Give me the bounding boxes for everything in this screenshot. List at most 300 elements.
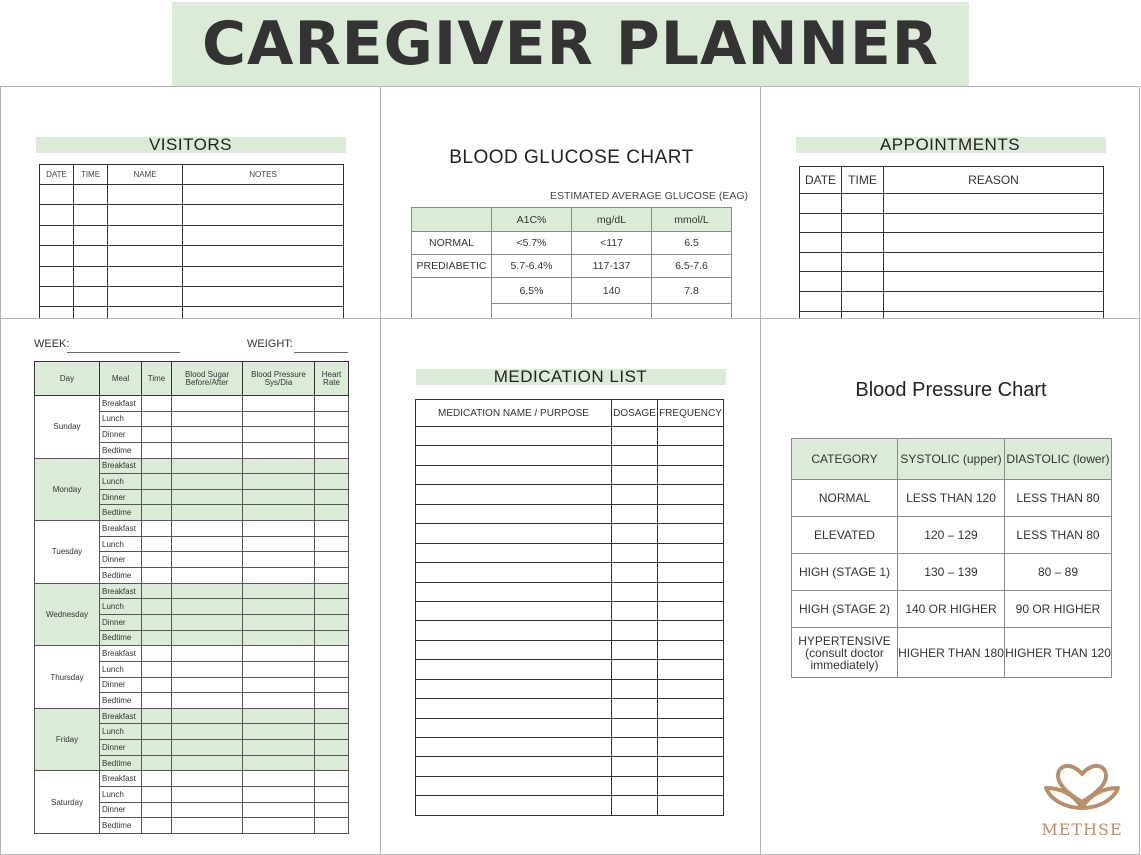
tracker-entry-cell[interactable]: [142, 427, 172, 443]
tracker-day-cell: Wednesday: [35, 583, 100, 646]
tracker-entry-cell[interactable]: [315, 646, 349, 662]
appointments-cell[interactable]: [800, 252, 842, 272]
week-label: WEEK:: [34, 338, 70, 350]
medication-cell[interactable]: [658, 427, 724, 446]
tracker-entry-cell[interactable]: [142, 396, 172, 412]
visitors-cell[interactable]: [74, 205, 108, 225]
tracker-entry-cell[interactable]: [172, 521, 243, 537]
appointments-cell[interactable]: [800, 194, 842, 214]
tracker-entry-cell[interactable]: [142, 583, 172, 599]
tracker-entry-cell[interactable]: [172, 396, 243, 412]
medication-cell[interactable]: [416, 485, 612, 504]
tracker-meal-cell: Dinner: [100, 677, 142, 693]
tracker-entry-cell[interactable]: [142, 755, 172, 771]
medication-cell[interactable]: [416, 776, 612, 795]
visitors-cell[interactable]: [108, 266, 183, 286]
medication-cell[interactable]: [416, 621, 612, 640]
appointments-cell[interactable]: [884, 291, 1104, 311]
medication-cell[interactable]: [658, 601, 724, 620]
tracker-entry-cell[interactable]: [142, 442, 172, 458]
tracker-entry-cell[interactable]: [243, 771, 315, 787]
tracker-entry-cell[interactable]: [172, 771, 243, 787]
tracker-entry-cell[interactable]: [315, 427, 349, 443]
tracker-entry-cell[interactable]: [315, 411, 349, 427]
medication-cell[interactable]: [612, 524, 658, 543]
week-field[interactable]: [67, 352, 180, 353]
medication-cell[interactable]: [612, 582, 658, 601]
title-banner: [172, 2, 969, 86]
tracker-meal-cell: Dinner: [100, 427, 142, 443]
medication-cell[interactable]: [416, 718, 612, 737]
medication-row: [416, 679, 724, 698]
tracker-entry-cell[interactable]: [172, 693, 243, 709]
medication-cell[interactable]: [658, 640, 724, 659]
medication-cell[interactable]: [612, 757, 658, 776]
visitors-cell[interactable]: [74, 225, 108, 245]
medication-row: [416, 563, 724, 582]
visitors-cell[interactable]: [183, 266, 344, 286]
tracker-entry-cell[interactable]: [243, 521, 315, 537]
tracker-entry-cell[interactable]: [142, 552, 172, 568]
tracker-meal-cell: Breakfast: [100, 583, 142, 599]
tracker-entry-cell[interactable]: [243, 818, 315, 834]
bp-cell: LESS THAN 120: [898, 480, 1005, 517]
medication-cell[interactable]: [658, 465, 724, 484]
medication-cell[interactable]: [612, 427, 658, 446]
medication-cell[interactable]: [658, 485, 724, 504]
visitors-title: VISITORS: [148, 135, 233, 154]
medication-row: [416, 446, 724, 465]
tracker-entry-cell[interactable]: [243, 568, 315, 584]
tracker-entry-cell[interactable]: [315, 771, 349, 787]
visitors-cell[interactable]: [40, 225, 74, 245]
visitors-cell[interactable]: [108, 286, 183, 306]
medication-cell[interactable]: [612, 796, 658, 815]
medication-cell[interactable]: [658, 776, 724, 795]
tracker-entry-cell[interactable]: [243, 802, 315, 818]
tracker-entry-cell[interactable]: [172, 442, 243, 458]
tracker-entry-cell[interactable]: [172, 583, 243, 599]
tracker-entry-cell[interactable]: [142, 474, 172, 490]
medication-cell[interactable]: [416, 563, 612, 582]
medication-cell[interactable]: [612, 621, 658, 640]
tracker-entry-cell[interactable]: [172, 646, 243, 662]
tracker-row: [35, 458, 349, 474]
medication-cell[interactable]: [612, 679, 658, 698]
medication-row: [416, 427, 724, 446]
tracker-entry-cell[interactable]: [243, 396, 315, 412]
tracker-entry-cell[interactable]: [243, 614, 315, 630]
medication-cell[interactable]: [612, 504, 658, 523]
visitors-page: [0, 86, 381, 320]
tracker-entry-cell[interactable]: [315, 724, 349, 740]
visitors-cell[interactable]: [40, 266, 74, 286]
tracker-entry-cell[interactable]: [142, 536, 172, 552]
tracker-entry-cell[interactable]: [315, 552, 349, 568]
tracker-day-cell: Saturday: [35, 771, 100, 834]
tracker-entry-cell[interactable]: [243, 552, 315, 568]
appointments-cell[interactable]: [884, 272, 1104, 292]
tracker-entry-cell[interactable]: [142, 787, 172, 803]
tracker-entry-cell[interactable]: [142, 677, 172, 693]
tracker-entry-cell[interactable]: [142, 708, 172, 724]
medication-row: [416, 699, 724, 718]
medication-cell[interactable]: [416, 427, 612, 446]
visitors-col-time: TIME: [74, 165, 108, 185]
tracker-meal-cell: Lunch: [100, 661, 142, 677]
tracker-entry-cell[interactable]: [243, 427, 315, 443]
medication-cell[interactable]: [612, 640, 658, 659]
tracker-entry-cell[interactable]: [172, 505, 243, 521]
tracker-entry-cell[interactable]: [172, 458, 243, 474]
bp-col-category: CATEGORY: [792, 439, 898, 480]
medication-cell[interactable]: [658, 504, 724, 523]
bp-row: [792, 591, 1112, 628]
tracker-meal-cell: Lunch: [100, 474, 142, 490]
visitors-cell[interactable]: [40, 185, 74, 205]
tracker-meal-cell: Bedtime: [100, 693, 142, 709]
visitors-col-name: NAME: [108, 165, 183, 185]
weight-label: WEIGHT:: [247, 338, 293, 350]
tracker-entry-cell[interactable]: [172, 677, 243, 693]
tracker-col-time: Time: [142, 362, 172, 396]
visitors-table: [39, 164, 344, 328]
visitors-cell[interactable]: [40, 286, 74, 306]
tracker-entry-cell[interactable]: [315, 599, 349, 615]
tracker-entry-cell[interactable]: [243, 458, 315, 474]
tracker-entry-cell[interactable]: [243, 724, 315, 740]
bp-cell: 130 – 139: [898, 554, 1005, 591]
visitors-cell[interactable]: [74, 246, 108, 266]
visitors-cell[interactable]: [74, 185, 108, 205]
tracker-entry-cell[interactable]: [243, 677, 315, 693]
glucose-header-row: [412, 208, 732, 232]
medication-title: MEDICATION LIST: [493, 367, 648, 386]
visitors-row: [40, 286, 344, 306]
tracker-entry-cell[interactable]: [315, 458, 349, 474]
medication-cell[interactable]: [416, 543, 612, 562]
appointments-page: [760, 86, 1140, 320]
tracker-entry-cell[interactable]: [172, 427, 243, 443]
tracker-entry-cell[interactable]: [315, 802, 349, 818]
tracker-entry-cell[interactable]: [243, 693, 315, 709]
tracker-entry-cell[interactable]: [142, 771, 172, 787]
visitors-cell[interactable]: [108, 205, 183, 225]
tracker-entry-cell[interactable]: [142, 818, 172, 834]
medication-cell[interactable]: [416, 757, 612, 776]
bp-cell: ELEVATED: [792, 517, 898, 554]
tracker-entry-cell[interactable]: [243, 646, 315, 662]
medication-cell[interactable]: [612, 446, 658, 465]
tracker-entry-cell[interactable]: [172, 818, 243, 834]
tracker-entry-cell[interactable]: [172, 536, 243, 552]
tracker-entry-cell[interactable]: [243, 630, 315, 646]
tracker-col-day: Day: [35, 362, 100, 396]
medication-row: [416, 543, 724, 562]
bp-cell: LESS THAN 80: [1005, 480, 1112, 517]
medication-cell[interactable]: [658, 738, 724, 757]
tracker-meal-cell: Lunch: [100, 536, 142, 552]
blood-glucose-page: [380, 86, 761, 320]
tracker-entry-cell[interactable]: [243, 583, 315, 599]
tracker-entry-cell[interactable]: [172, 661, 243, 677]
tracker-entry-cell[interactable]: [142, 661, 172, 677]
tracker-entry-cell[interactable]: [315, 693, 349, 709]
tracker-entry-cell[interactable]: [142, 630, 172, 646]
visitors-cell[interactable]: [183, 205, 344, 225]
appointments-cell[interactable]: [884, 252, 1104, 272]
tracker-entry-cell[interactable]: [243, 661, 315, 677]
tracker-row: [35, 583, 349, 599]
bp-cell: 80 – 89: [1005, 554, 1112, 591]
tracker-day-cell: Monday: [35, 458, 100, 521]
appointments-cell[interactable]: [842, 213, 884, 233]
tracker-entry-cell[interactable]: [142, 505, 172, 521]
tracker-entry-cell[interactable]: [315, 505, 349, 521]
medication-row: [416, 485, 724, 504]
appointments-cell[interactable]: [800, 291, 842, 311]
tracker-entry-cell[interactable]: [243, 411, 315, 427]
tracker-entry-cell[interactable]: [142, 521, 172, 537]
glucose-row: [412, 255, 732, 278]
tracker-meal-cell: Dinner: [100, 614, 142, 630]
appointments-cell[interactable]: [800, 233, 842, 253]
medication-cell[interactable]: [612, 776, 658, 795]
appointments-cell[interactable]: [842, 252, 884, 272]
appointments-cell[interactable]: [884, 194, 1104, 214]
tracker-entry-cell[interactable]: [172, 614, 243, 630]
tracker-meal-cell: Bedtime: [100, 630, 142, 646]
appointments-cell[interactable]: [842, 291, 884, 311]
medication-cell[interactable]: [416, 465, 612, 484]
tracker-meal-cell: Bedtime: [100, 505, 142, 521]
tracker-entry-cell[interactable]: [315, 661, 349, 677]
appointments-col-date: DATE: [800, 167, 842, 194]
tracker-entry-cell[interactable]: [243, 708, 315, 724]
tracker-entry-cell[interactable]: [243, 489, 315, 505]
medication-cell[interactable]: [416, 446, 612, 465]
tracker-entry-cell[interactable]: [243, 505, 315, 521]
appointments-cell[interactable]: [842, 272, 884, 292]
medication-cell[interactable]: [658, 660, 724, 679]
glucose-cell: 5.7-6.4%: [492, 255, 572, 278]
medication-cell[interactable]: [658, 446, 724, 465]
visitors-cell[interactable]: [108, 225, 183, 245]
tracker-entry-cell[interactable]: [172, 724, 243, 740]
tracker-col-blood-pressure: Blood Pressure Sys/Dia: [243, 362, 315, 396]
tracker-entry-cell[interactable]: [315, 536, 349, 552]
tracker-entry-cell[interactable]: [172, 474, 243, 490]
medication-cell[interactable]: [612, 485, 658, 504]
tracker-entry-cell[interactable]: [142, 599, 172, 615]
medication-cell[interactable]: [658, 796, 724, 815]
medication-cell[interactable]: [416, 601, 612, 620]
visitors-row: [40, 246, 344, 266]
medication-cell[interactable]: [612, 601, 658, 620]
visitors-cell[interactable]: [40, 246, 74, 266]
medication-col-name: MEDICATION NAME / PURPOSE: [416, 400, 612, 427]
appointments-row: [800, 272, 1104, 292]
tracker-day-cell: Tuesday: [35, 521, 100, 584]
glucose-title: BLOOD GLUCOSE CHART: [449, 147, 694, 168]
medication-cell[interactable]: [416, 524, 612, 543]
medication-cell[interactable]: [416, 582, 612, 601]
tracker-entry-cell[interactable]: [315, 708, 349, 724]
tracker-entry-cell[interactable]: [142, 740, 172, 756]
glucose-col-category: [412, 208, 492, 232]
health-tracker-page: [0, 318, 381, 855]
tracker-row: [35, 646, 349, 662]
tracker-entry-cell[interactable]: [142, 489, 172, 505]
medication-cell[interactable]: [658, 563, 724, 582]
visitors-cell[interactable]: [108, 246, 183, 266]
visitors-cell[interactable]: [183, 286, 344, 306]
medication-cell[interactable]: [658, 543, 724, 562]
medication-col-frequency: FREQUENCY: [658, 400, 724, 427]
tracker-entry-cell[interactable]: [172, 740, 243, 756]
medication-cell[interactable]: [416, 699, 612, 718]
visitors-cell[interactable]: [40, 205, 74, 225]
tracker-meal-cell: Breakfast: [100, 646, 142, 662]
medication-cell[interactable]: [416, 738, 612, 757]
medication-cell[interactable]: [658, 679, 724, 698]
appointments-row: [800, 194, 1104, 214]
tracker-entry-cell[interactable]: [315, 818, 349, 834]
medication-cell[interactable]: [612, 718, 658, 737]
medication-cell[interactable]: [416, 640, 612, 659]
tracker-entry-cell[interactable]: [243, 599, 315, 615]
bp-cell: HIGHER THAN 180: [898, 628, 1005, 678]
tracker-row: [35, 396, 349, 412]
tracker-entry-cell[interactable]: [315, 740, 349, 756]
medication-cell[interactable]: [416, 660, 612, 679]
tracker-meal-cell: Dinner: [100, 489, 142, 505]
medication-cell[interactable]: [658, 524, 724, 543]
medication-cell[interactable]: [416, 679, 612, 698]
tracker-entry-cell[interactable]: [142, 458, 172, 474]
tracker-entry-cell[interactable]: [315, 787, 349, 803]
tracker-entry-cell[interactable]: [172, 599, 243, 615]
tracker-entry-cell[interactable]: [243, 755, 315, 771]
tracker-entry-cell[interactable]: [172, 489, 243, 505]
visitors-cell[interactable]: [183, 225, 344, 245]
medication-cell[interactable]: [612, 738, 658, 757]
visitors-row: [40, 185, 344, 205]
weight-field[interactable]: [294, 352, 348, 353]
tracker-meal-cell: Breakfast: [100, 521, 142, 537]
appointments-cell[interactable]: [884, 233, 1104, 253]
medication-cell[interactable]: [612, 563, 658, 582]
tracker-meal-cell: Dinner: [100, 552, 142, 568]
tracker-entry-cell[interactable]: [315, 755, 349, 771]
tracker-entry-cell[interactable]: [172, 630, 243, 646]
appointments-cell[interactable]: [842, 194, 884, 214]
appointments-table: [799, 166, 1104, 331]
visitors-cell[interactable]: [74, 266, 108, 286]
tracker-entry-cell[interactable]: [172, 708, 243, 724]
tracker-entry-cell[interactable]: [243, 474, 315, 490]
tracker-entry-cell[interactable]: [315, 583, 349, 599]
bp-cell: 140 OR HIGHER: [898, 591, 1005, 628]
tracker-entry-cell[interactable]: [315, 521, 349, 537]
appointments-cell[interactable]: [800, 272, 842, 292]
lotus-icon: [1032, 752, 1132, 818]
glucose-row: [412, 278, 732, 304]
tracker-entry-cell[interactable]: [172, 411, 243, 427]
tracker-entry-cell[interactable]: [315, 614, 349, 630]
medication-cell[interactable]: [658, 757, 724, 776]
tracker-meal-cell: Lunch: [100, 599, 142, 615]
tracker-entry-cell[interactable]: [172, 802, 243, 818]
page-title: CAREGIVER PLANNER: [202, 9, 939, 79]
tracker-entry-cell[interactable]: [315, 396, 349, 412]
visitors-cell[interactable]: [183, 246, 344, 266]
tracker-entry-cell[interactable]: [172, 568, 243, 584]
glucose-cell: NORMAL: [412, 232, 492, 255]
tracker-entry-cell[interactable]: [315, 442, 349, 458]
tracker-entry-cell[interactable]: [142, 646, 172, 662]
medication-table: [415, 399, 724, 816]
tracker-day-cell: Sunday: [35, 396, 100, 459]
appointments-cell[interactable]: [842, 233, 884, 253]
tracker-entry-cell[interactable]: [243, 442, 315, 458]
glucose-cell: 140: [572, 278, 652, 304]
visitors-cell[interactable]: [74, 286, 108, 306]
tracker-meal-cell: Lunch: [100, 724, 142, 740]
medication-cell[interactable]: [612, 465, 658, 484]
medication-cell[interactable]: [658, 582, 724, 601]
tracker-entry-cell[interactable]: [142, 724, 172, 740]
medication-row: [416, 621, 724, 640]
medication-row: [416, 640, 724, 659]
tracker-entry-cell[interactable]: [172, 787, 243, 803]
tracker-entry-cell[interactable]: [243, 536, 315, 552]
medication-cell[interactable]: [658, 621, 724, 640]
tracker-entry-cell[interactable]: [315, 568, 349, 584]
medication-cell[interactable]: [612, 660, 658, 679]
tracker-entry-cell[interactable]: [142, 411, 172, 427]
tracker-entry-cell[interactable]: [142, 802, 172, 818]
appointments-cell[interactable]: [884, 213, 1104, 233]
medication-row: [416, 718, 724, 737]
tracker-entry-cell[interactable]: [142, 614, 172, 630]
tracker-entry-cell[interactable]: [315, 489, 349, 505]
medication-cell[interactable]: [612, 543, 658, 562]
medication-cell[interactable]: [658, 718, 724, 737]
tracker-entry-cell[interactable]: [172, 552, 243, 568]
appointments-row: [800, 291, 1104, 311]
tracker-entry-cell[interactable]: [315, 630, 349, 646]
visitors-row: [40, 266, 344, 286]
medication-cell[interactable]: [416, 796, 612, 815]
tracker-meal-cell: Bedtime: [100, 568, 142, 584]
tracker-entry-cell[interactable]: [315, 677, 349, 693]
visitors-row: [40, 225, 344, 245]
tracker-entry-cell[interactable]: [142, 568, 172, 584]
tracker-entry-cell[interactable]: [243, 787, 315, 803]
medication-cell[interactable]: [416, 504, 612, 523]
tracker-entry-cell[interactable]: [243, 740, 315, 756]
medication-cell[interactable]: [658, 699, 724, 718]
tracker-entry-cell[interactable]: [142, 693, 172, 709]
appointments-cell[interactable]: [800, 213, 842, 233]
visitors-cell[interactable]: [183, 185, 344, 205]
brand-name: METHSE: [1041, 820, 1123, 839]
visitors-cell[interactable]: [108, 185, 183, 205]
medication-cell[interactable]: [612, 699, 658, 718]
tracker-entry-cell[interactable]: [172, 755, 243, 771]
tracker-entry-cell[interactable]: [315, 474, 349, 490]
